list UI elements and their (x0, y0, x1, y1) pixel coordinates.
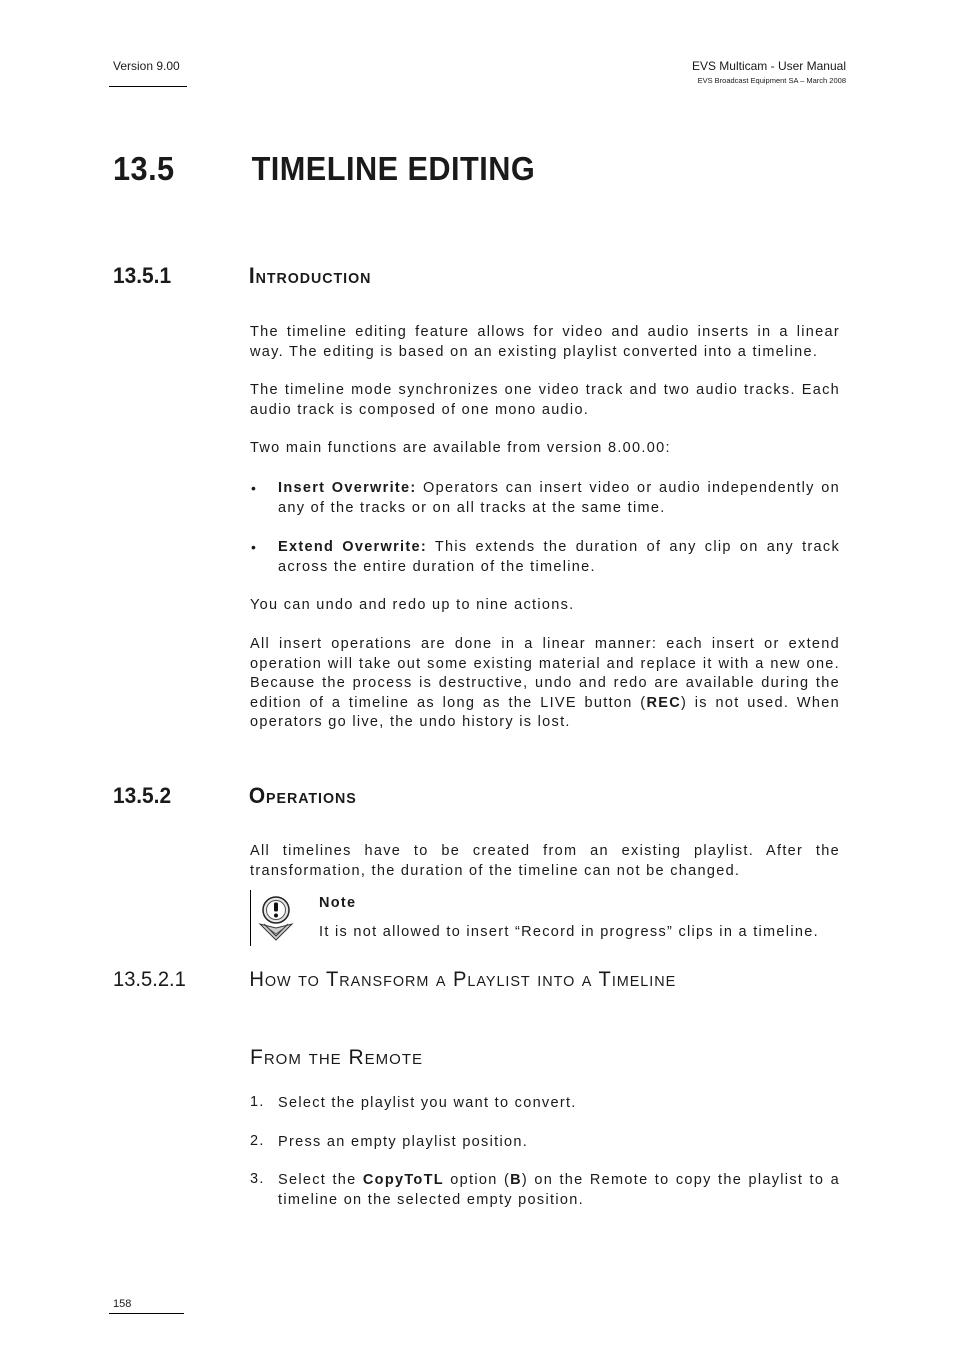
step-3-part-c: ) on the Remote to copy the playlist to a timeline on the selected empty position. (278, 1172, 840, 1208)
intro-paragraph-3: Two main functions are available from version 8.00.00: (250, 440, 671, 456)
bullet-text: Operators can insert video or audio independently on any of the tracks or on all tracks at the same time. (278, 480, 840, 516)
operations-number: 13.5.2 (113, 783, 172, 808)
operations-title: Operations (248, 783, 357, 808)
header-version: Version 9.00 (113, 59, 180, 73)
intro-title: Introduction (248, 263, 372, 288)
header-manual-title: EVS Multicam - User Manual (691, 59, 846, 73)
step-3-part-b: option ( (443, 1172, 511, 1188)
bullet-item-insert (278, 479, 840, 518)
bullet-text: This extends the duration of any clip on any track across the entire duration of the timeline. (278, 539, 840, 575)
note-title: Note (319, 895, 357, 911)
bullet-mark: • (251, 539, 256, 555)
step-text (278, 1171, 840, 1210)
intro-paragraph-4: You can undo and redo up to nine actions. (250, 597, 575, 613)
subheading-from-remote: From the Remote (250, 1046, 423, 1069)
rec-label: REC (646, 694, 681, 711)
header-divider (109, 86, 187, 87)
page-number: 158 (113, 1298, 132, 1310)
step-3-part-a: Select the (278, 1172, 363, 1188)
step-text: Press an empty playlist position. (278, 1134, 529, 1150)
key-b-label: B (510, 1172, 522, 1188)
subsection-heading (113, 968, 677, 992)
paragraph-5-part-b: ) is not used. When operators go live, the undo history is lost. (250, 694, 841, 731)
intro-paragraph-1: The timeline editing feature allows for video and audio inserts in a linear way. The editing is based on an existing playlist converted into a timeline. (250, 324, 840, 360)
bullet-label: Extend Overwrite: (278, 539, 427, 555)
operations-heading (113, 783, 357, 809)
bullet-mark: • (251, 480, 256, 496)
step-text: Select the playlist you want to convert. (278, 1095, 577, 1111)
section-number: 13.5 (113, 150, 175, 187)
step-number: 3. (250, 1171, 265, 1187)
intro-number: 13.5.1 (113, 263, 172, 288)
intro-paragraph-2: The timeline mode synchronizes one video track and two audio tracks. Each audio track is composed of one mono audio. (250, 382, 840, 418)
paragraph-5-part-a: All insert operations are done in a linear manner: each insert or extend operation will take out some existing material and replace it with a new one. Because the process is destructive, undo and redo are available during the edition of a timeline as long as the LIVE button ( (250, 636, 840, 711)
note-info-icon (256, 894, 296, 942)
subsection-number: 13.5.2.1 (113, 968, 186, 991)
bullet-item-extend (278, 538, 840, 577)
intro-paragraph-5 (250, 635, 840, 733)
operations-paragraph-1: All timelines have to be created from an existing playlist. After the transformation, the duration of the timeline can not be changed. (250, 843, 840, 879)
header-company-line: EVS Broadcast Equipment SA – March 2008 (697, 76, 846, 85)
note-bar (250, 890, 251, 946)
copytotl-label: CopyToTL (362, 1172, 444, 1188)
footer-divider (109, 1313, 184, 1314)
step-number: 2. (250, 1133, 265, 1149)
bullet-label: Insert Overwrite: (278, 480, 417, 496)
intro-heading (113, 263, 372, 289)
step-number: 1. (250, 1094, 265, 1110)
section-heading (113, 150, 536, 188)
note-text: It is not allowed to insert “Record in progress” clips in a timeline. (319, 924, 819, 940)
subsection-title: How to Transform a Playlist into a Timeline (249, 968, 677, 991)
section-title: TIMELINE EDITING (251, 150, 536, 187)
